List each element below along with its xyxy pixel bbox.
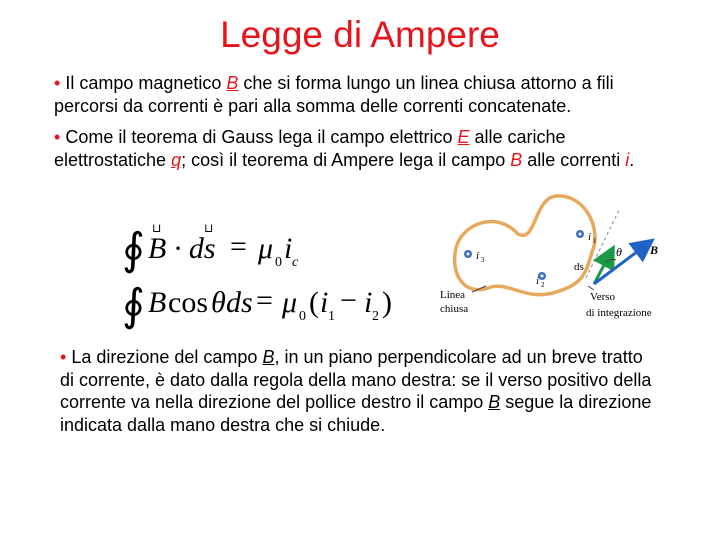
eq2-i2-sub: 2	[372, 309, 379, 324]
p3-symbol-B: B	[262, 347, 275, 367]
p1-symbol-B: B	[226, 73, 239, 93]
p2-text-3: ; così il teorema di Ampere lega il campo	[181, 149, 511, 170]
eq2-equals: =	[256, 284, 273, 317]
eq2-i1: i	[320, 286, 329, 319]
eq2-B: B	[148, 286, 167, 319]
label-i3: i	[476, 250, 480, 262]
bullet-2: •	[54, 127, 61, 147]
eq2-theta: θ	[211, 286, 226, 319]
label-B: B	[650, 243, 659, 257]
p2-text-5: .	[629, 149, 635, 170]
p2-symbol-q: q	[171, 149, 182, 170]
label-i2: i	[536, 275, 540, 287]
B-arrow	[594, 242, 650, 284]
closed-loop-curve	[455, 196, 595, 295]
ampere-loop-figure	[436, 190, 670, 326]
label-chiusa: chiusa	[440, 303, 469, 315]
label-linea: Linea	[440, 289, 466, 301]
p1-text-before: Il campo magnetico	[60, 73, 227, 93]
eq2-i2: i	[364, 286, 373, 319]
eq2-mu-sub: 0	[299, 309, 306, 324]
p3-text-middle: , in un piano perpendicolare ad un breve tratto di corrente, è dato dalla regola della mano destra: se il verso positivo della corrente va nella direzione del pollice destro il campo	[60, 347, 652, 412]
paragraph-1	[54, 72, 674, 117]
p2-text-1: Come il teorema di Gauss lega il campo elettrico	[60, 127, 458, 147]
label-i3-sub: 3	[481, 256, 485, 264]
eq1-lhs: B · ds	[148, 232, 216, 265]
eq1-equals: =	[230, 230, 247, 263]
eq1-i: i	[284, 232, 293, 265]
p1-text-after: che si forma lungo un linea chiusa attorno a fili percorsi da correnti è pari alla somma delle correnti concatenate.	[54, 73, 614, 116]
verso-pointer	[588, 286, 594, 290]
label-ds: ds	[574, 261, 584, 273]
label-i1-sub: 1	[593, 237, 597, 245]
bullet-3: •	[60, 347, 67, 367]
equation-2	[122, 281, 392, 330]
p2-symbol-i: i	[625, 149, 630, 170]
eq1-mu-sub: 0	[275, 255, 282, 270]
eq2-close-paren: )	[382, 286, 392, 319]
eq2-ds: ds	[226, 286, 253, 319]
eq1-mu: μ	[258, 232, 274, 265]
paragraph-2	[54, 126, 674, 171]
current-i3	[464, 250, 485, 264]
p3-text-after: segue la direzione indicata dalla mano destra che si chiude.	[60, 392, 652, 435]
vector-arrow-ds1: ⊔	[204, 221, 214, 235]
p2-symbol-B: B	[510, 149, 523, 170]
p3-text-before: La direzione del campo	[66, 347, 263, 367]
integral-sign-1: ∮	[122, 225, 145, 274]
slide-title: Legge di Ampere	[220, 14, 500, 55]
current-i2	[536, 272, 546, 289]
label-integrazione: di integrazione	[586, 307, 652, 319]
vector-arrow-B1: ⊔	[152, 221, 162, 235]
eq2-cos: cos	[168, 286, 208, 319]
eq2-open-paren: (	[309, 286, 319, 319]
eq2-minus: −	[340, 284, 357, 317]
bullet-1: •	[54, 73, 61, 93]
integral-sign-2: ∮	[122, 281, 145, 330]
label-i1: i	[588, 231, 592, 243]
eq2-mu: μ	[282, 286, 298, 319]
label-verso: Verso	[590, 291, 616, 303]
p2-text-4: alle correnti	[522, 149, 626, 170]
equation-1	[122, 221, 299, 274]
paragraph-3	[60, 346, 660, 436]
label-i2-sub: 2	[541, 281, 545, 289]
p2-text-2: alle cariche elettrostatiche	[54, 127, 566, 170]
eq1-i-sub: c	[292, 255, 299, 270]
p2-symbol-E: E	[457, 127, 470, 147]
eq2-i1-sub: 1	[328, 309, 335, 324]
ampere-equations	[118, 212, 418, 330]
p3-symbol-B2: B	[488, 392, 501, 412]
label-theta: θ	[616, 245, 622, 259]
